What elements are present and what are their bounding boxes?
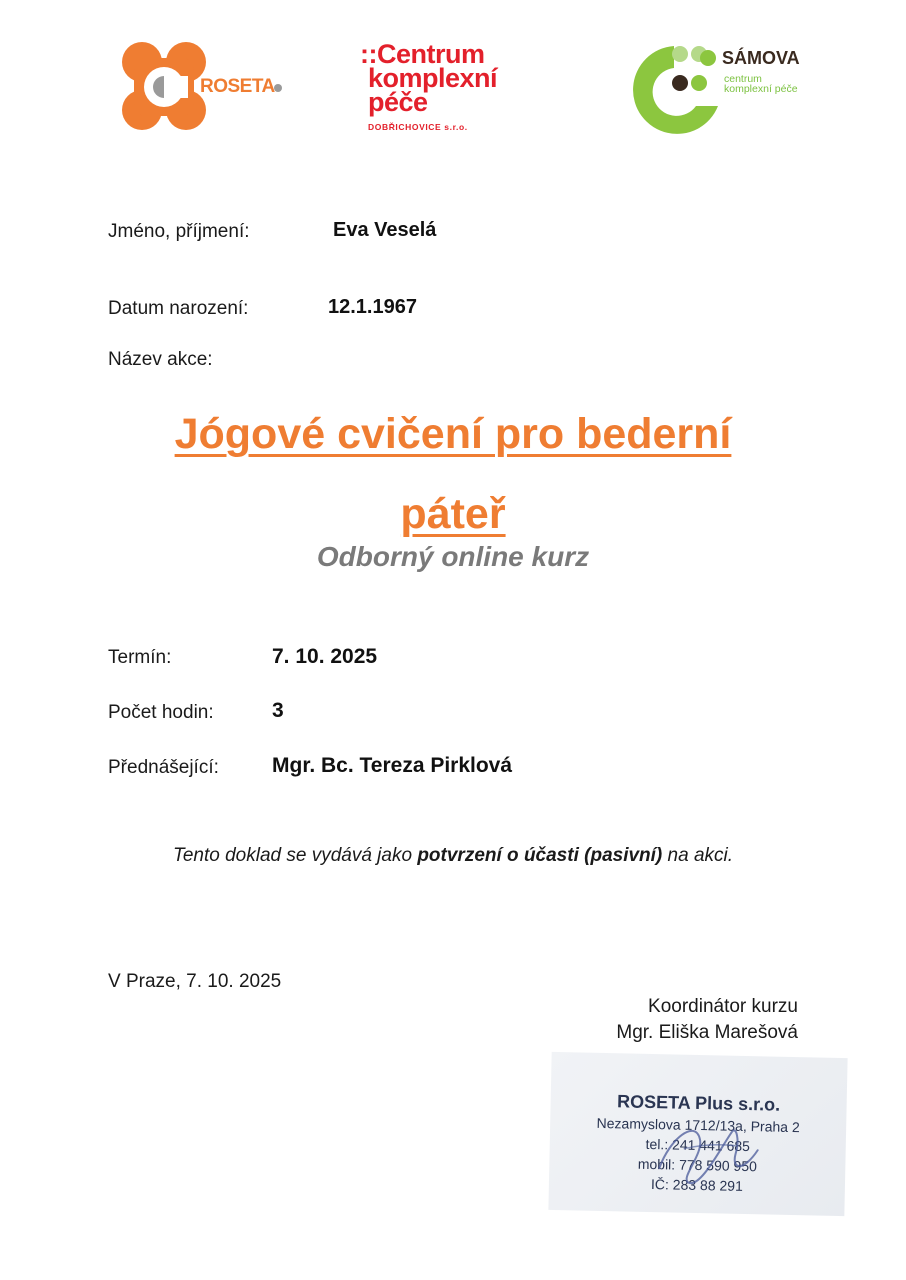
date-label: Termín: bbox=[108, 647, 172, 668]
ckp-logo-sub: DOBŘICHOVICE s.r.o. bbox=[368, 122, 468, 132]
lecturer-value: Mgr. Bc. Tereza Pirklová bbox=[272, 754, 513, 777]
stamp-company: ROSETA Plus s.r.o. bbox=[616, 1091, 781, 1115]
confirmation-note-after: na akci. bbox=[662, 845, 734, 866]
name-label: Jméno, příjmení: bbox=[108, 221, 250, 242]
birth-date-label: Datum narození: bbox=[108, 298, 249, 319]
ckp-logo bbox=[360, 39, 530, 152]
samova-logo bbox=[628, 42, 828, 134]
course-title bbox=[100, 394, 806, 554]
samova-logo-sub2: komplexní péče bbox=[724, 83, 798, 95]
hours-value: 3 bbox=[272, 699, 284, 722]
ckp-logo-line3: péče bbox=[368, 87, 428, 117]
lecturer-label: Přednášející: bbox=[108, 757, 219, 778]
ckp-logo-prefix: :: bbox=[360, 39, 377, 69]
name-value: Eva Veselá bbox=[333, 219, 437, 241]
stamp-tel: tel.: 241 441 685 bbox=[645, 1135, 751, 1155]
roseta-logo bbox=[118, 40, 298, 136]
coordinator-role: Koordinátor kurzu bbox=[648, 996, 798, 1017]
stamp-address: Nezamyslova 1712/13a, Praha 2 bbox=[596, 1114, 800, 1136]
stamp-mobil: mobil: 778 590 950 bbox=[637, 1155, 758, 1175]
hours-label: Počet hodin: bbox=[108, 702, 214, 723]
confirmation-note-bold: potvrzení o účasti (pasivní) bbox=[417, 845, 663, 866]
ckp-logo-line1: Centrum bbox=[376, 39, 485, 69]
event-name-label: Název akce: bbox=[108, 349, 213, 370]
signature-icon bbox=[639, 1108, 781, 1201]
samova-logo-name: SÁMOVA bbox=[722, 48, 800, 68]
confirmation-note-before: Tento doklad se vydává jako bbox=[172, 845, 418, 866]
course-title-line1: Jógové cvičení pro bederní bbox=[174, 410, 732, 458]
place-date: V Praze, 7. 10. 2025 bbox=[108, 971, 282, 992]
stamp-ic: IČ: 283 88 291 bbox=[650, 1176, 744, 1194]
confirmation-note bbox=[60, 845, 846, 867]
course-title-line2: páteř bbox=[400, 490, 506, 538]
company-stamp bbox=[548, 1052, 847, 1216]
coordinator-name: Mgr. Eliška Marešová bbox=[616, 1022, 798, 1043]
samova-dot-icon bbox=[698, 48, 718, 68]
birth-date-value: 12.1.1967 bbox=[328, 296, 417, 318]
ckp-logo-line2: komplexní bbox=[368, 63, 498, 93]
date-value: 7. 10. 2025 bbox=[272, 645, 378, 668]
samova-logo-sub1: centrum bbox=[724, 73, 762, 85]
course-subtitle: Odborný online kurz bbox=[316, 541, 590, 572]
roseta-logo-text: ROSETA bbox=[200, 76, 275, 97]
